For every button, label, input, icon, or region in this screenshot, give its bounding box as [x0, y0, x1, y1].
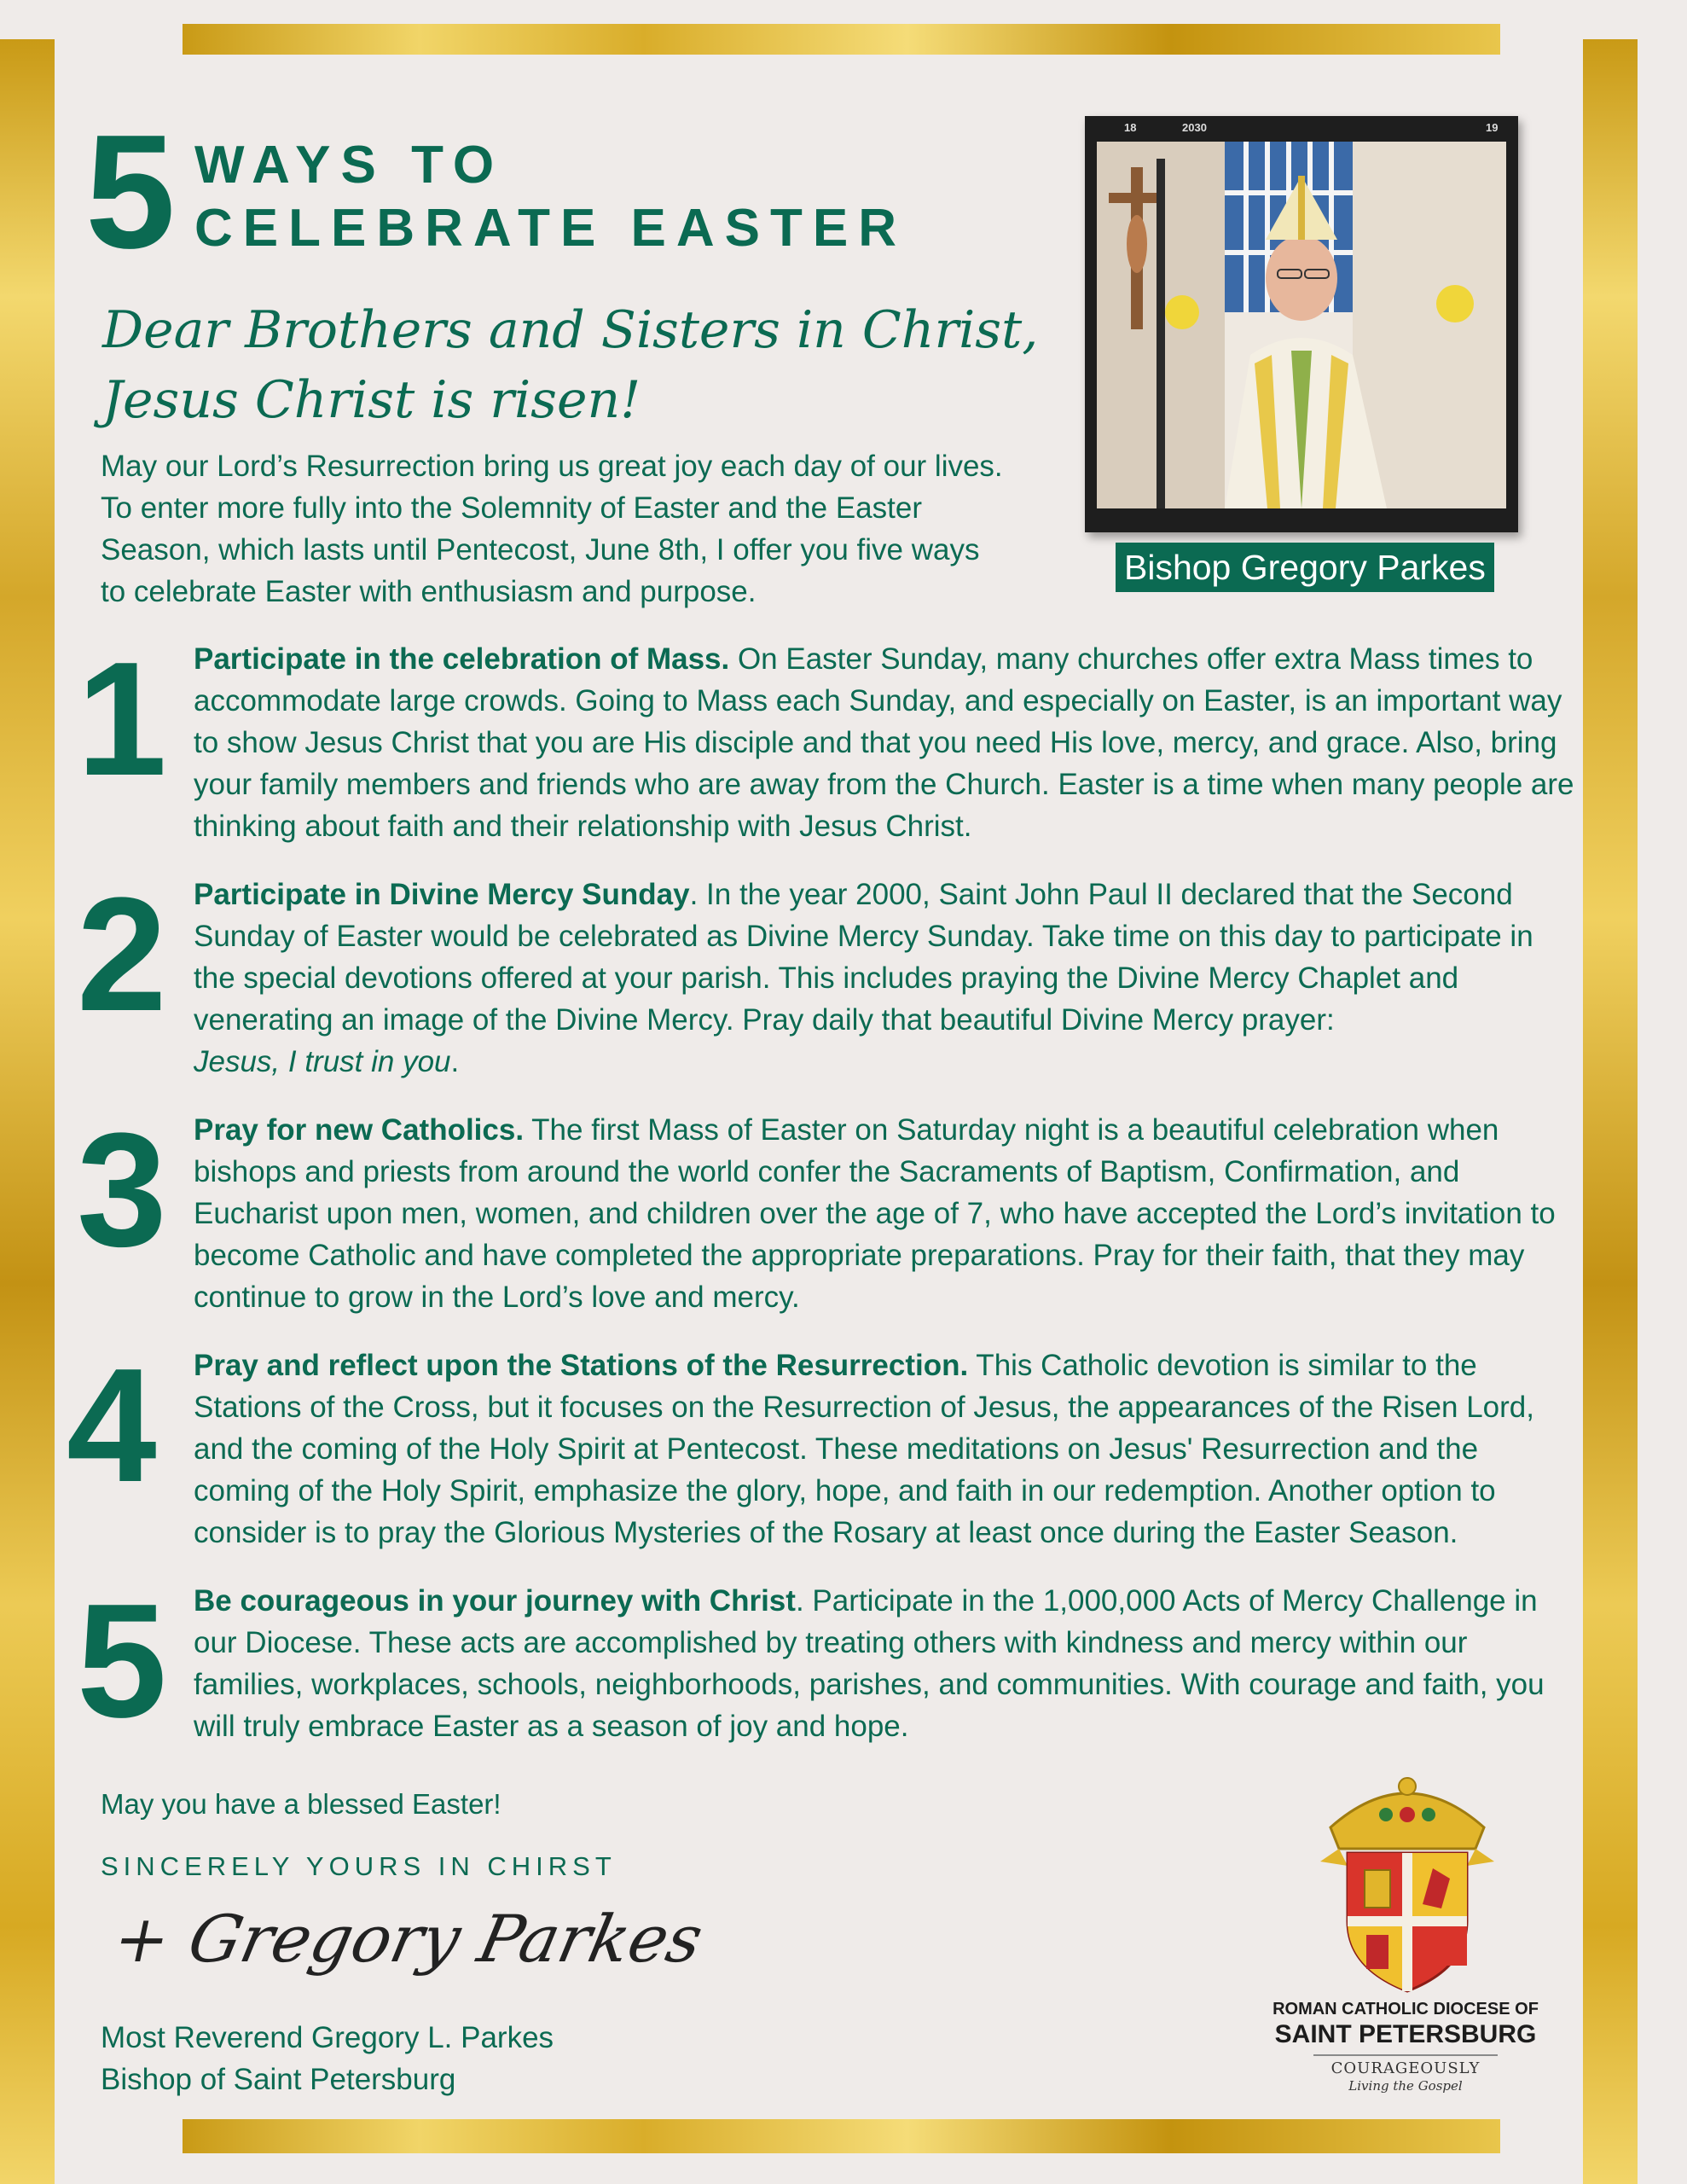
bishop-portrait-illustration	[1097, 142, 1506, 508]
closing-wish: May you have a blessed Easter!	[101, 1788, 501, 1820]
item-number-4: 4	[67, 1335, 157, 1516]
item-text-1	[194, 638, 1575, 847]
gold-border-left	[0, 39, 55, 2184]
item-italic-2: Jesus, I trust in you	[194, 1045, 451, 1078]
film-number-left: 18	[1124, 121, 1137, 134]
item-text-5	[194, 1580, 1575, 1747]
item-body-5: . Participate in the 1,000,000 Acts of Mercy Challenge in our Diocese. These acts are accomplished by treating others with kindness and mercy within our families, workplaces, schools, neighborhoods, parishes, and communities. With courage and faith, you will truly embrace Easter as a season of joy and hope.	[194, 1584, 1545, 1743]
closing-signoff: SINCERELY YOURS IN CHIRST	[101, 1851, 617, 1881]
item-text-4	[194, 1345, 1575, 1554]
item-number-5: 5	[77, 1571, 167, 1751]
greeting-line-1: Dear Brothers and Sisters in Christ,	[102, 300, 1039, 360]
item-body-1: On Easter Sunday, many churches offer extra Mass times to accommodate large crowds. Going to Mass each Sunday, and especially on Easter, is an important way to show Jesus Christ that you are His disciple and that you need His love, mercy, and grace. Also, bring your family members and friends who are away from the Church. Easter is a time when many people are thinking about faith and their relationship with Jesus Christ.	[194, 642, 1574, 843]
diocese-crest-logo	[1313, 1768, 1501, 1998]
photo-caption: Bishop Gregory Parkes	[1116, 543, 1494, 592]
item-tail-2: .	[450, 1045, 460, 1078]
signature: + Gregory Parkes	[107, 1901, 710, 1977]
gold-border-bottom	[183, 2119, 1500, 2153]
intro-paragraph: May our Lord’s Resurrection bring us great joy each day of our lives. To enter more fully into the Solemnity of Easter and the Easter Season, which lasts until Pentecost, June 8th, I offer you five ways to celebrate Easter with enthusiasm and purpose.	[101, 450, 1003, 608]
greeting-line-2: Jesus Christ is risen!	[102, 370, 641, 430]
item-number-2: 2	[77, 864, 167, 1045]
bishop-photo	[1085, 116, 1518, 532]
item-heading-3: Pray for new Catholics.	[194, 1113, 525, 1147]
diocese-motto-line-2: Living the Gospel	[1348, 2078, 1463, 2094]
item-number-3: 3	[77, 1100, 167, 1281]
item-body-2: . In the year 2000, Saint John Paul II declared that the Second Sunday of Easter would be celebrated as Divine Mercy Sunday. Take time on this day to participate in the special devotions offered at your parish. This includes praying the Divine Mercy Chaplet and venerating an image of the Divine Mercy. Pray daily that beautiful Divine Mercy prayer:	[194, 878, 1533, 1037]
item-body-3: The first Mass of Easter on Saturday night is a beautiful celebration when bishops and priests from around the world confer the Sacraments of Baptism, Confirmation, and Eucharist upon men, women, and children over the age of 7, who have accepted the Lord’s invitation to become Catholic and have completed the appropriate preparations. Pray for their faith, that they may continue to grow in the Lord’s love and mercy.	[194, 1113, 1556, 1314]
item-heading-1: Participate in the celebration of Mass.	[194, 642, 730, 676]
item-text-3	[194, 1109, 1575, 1318]
signatory-role: Bishop of Saint Petersburg	[101, 2063, 456, 2096]
item-heading-2: Participate in Divine Mercy Sunday	[194, 878, 690, 911]
gold-border-top	[183, 24, 1500, 55]
item-heading-4: Pray and reflect upon the Stations of the Resurrection.	[194, 1349, 969, 1382]
signatory	[101, 2017, 554, 2100]
title-number: 5	[85, 102, 176, 282]
diocese-name-line-2: SAINT PETERSBURG	[1274, 2020, 1537, 2048]
item-number-1: 1	[77, 629, 167, 810]
diocese-name-line-1: ROMAN CATHOLIC DIOCESE OF	[1272, 2000, 1539, 2018]
gold-border-right	[1583, 39, 1638, 2184]
item-heading-5: Be courageous in your journey with Christ	[194, 1584, 796, 1618]
item-text-2	[194, 874, 1575, 1083]
diocese-divider	[1313, 2054, 1498, 2056]
signatory-name: Most Reverend Gregory L. Parkes	[101, 2021, 554, 2054]
diocese-motto-line-1: COURAGEOUSLY	[1330, 2059, 1481, 2077]
item-body-4: This Catholic devotion is similar to the Stations of the Cross, but it focuses on the Resurrection of Jesus, the appearances of the Risen Lord, and the coming of the Holy Spirit at Pentecost. These meditations on Jesus' Resurrection and the coming of the Holy Spirit, emphasize the glory, hope, and faith in our redemption. Another option to consider is to pray the Glorious Mysteries of the Rosary at least once during the Easter Season.	[194, 1349, 1534, 1549]
title-line-1: WAYS TO	[194, 136, 505, 195]
film-number-right: 19	[1486, 121, 1499, 134]
title-line-2: CELEBRATE EASTER	[194, 199, 907, 258]
film-number-mid: 2030	[1182, 121, 1207, 134]
